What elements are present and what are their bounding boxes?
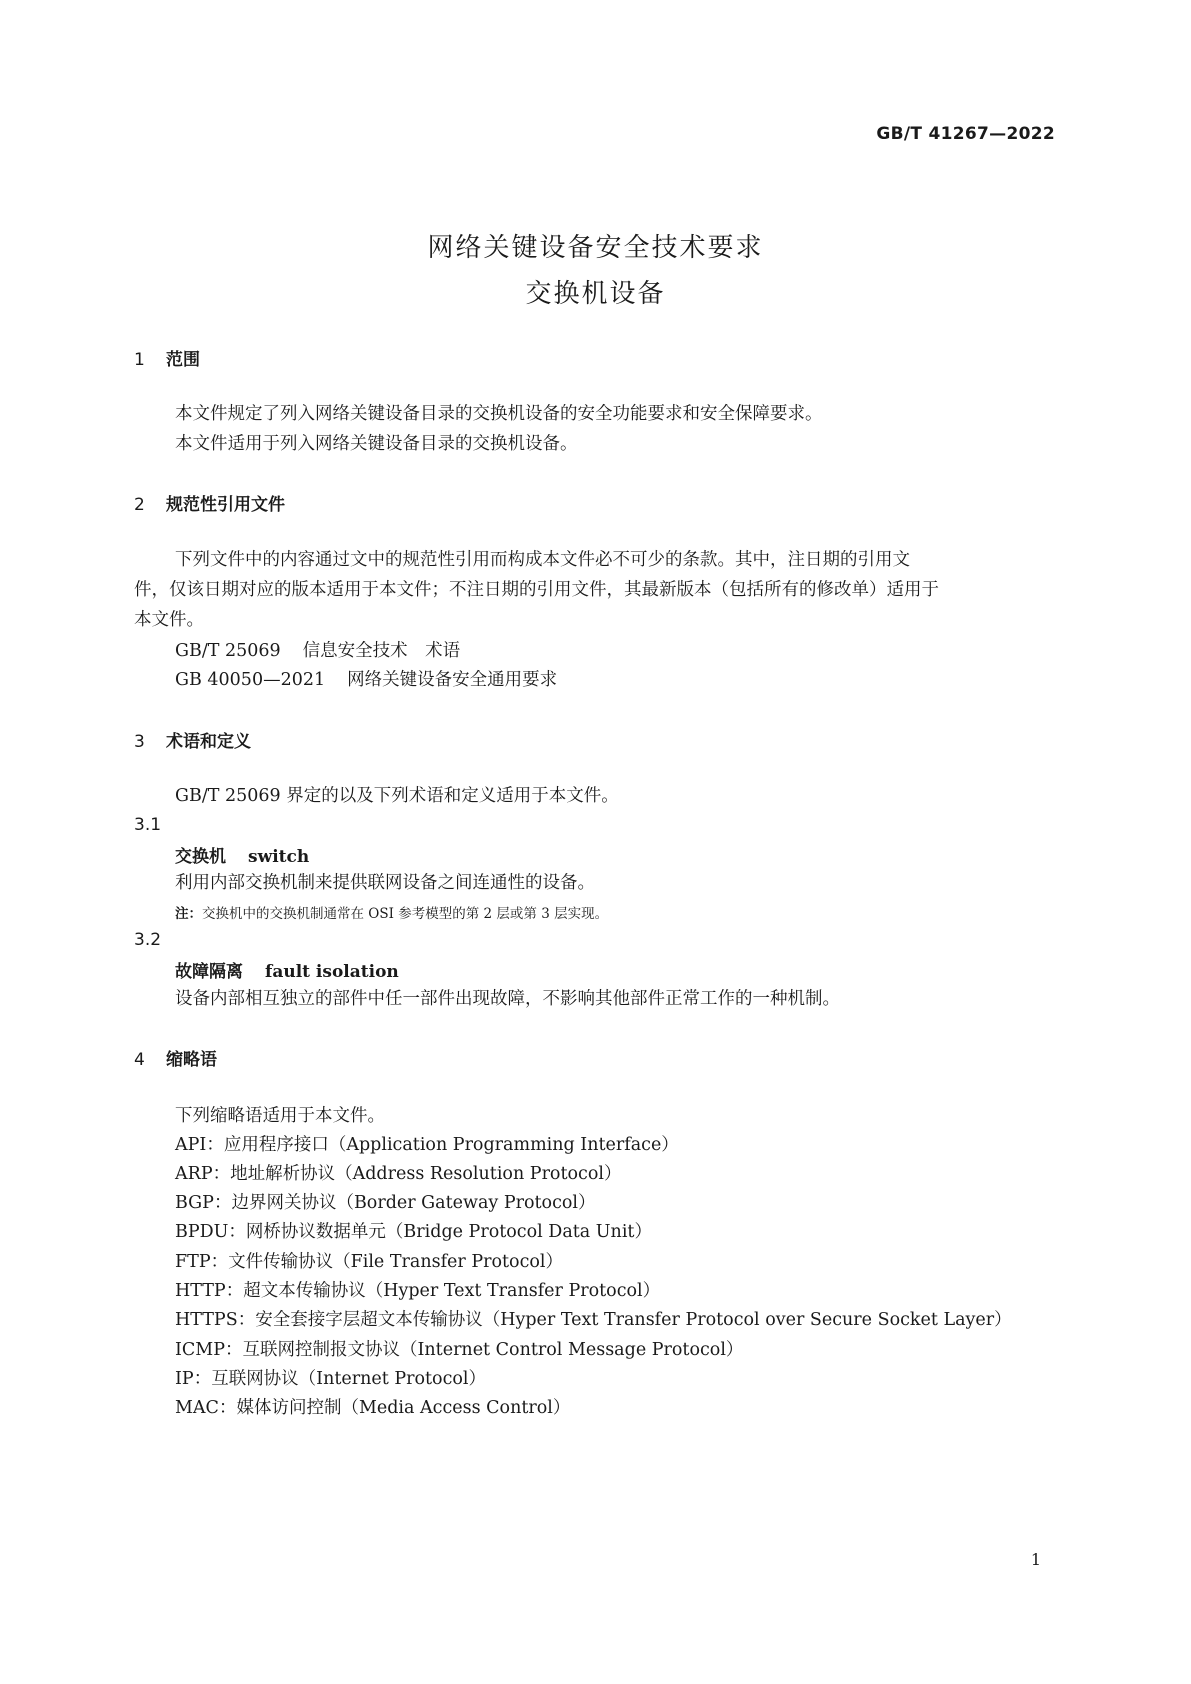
section-1-heading	[134, 345, 200, 370]
term-en: fault isolation	[265, 962, 399, 982]
abbreviation-item: FTP：文件传输协议（File Transfer Protocol）	[175, 1252, 564, 1272]
document-title: 网络关键设备安全技术要求	[427, 233, 764, 263]
section-4-heading	[134, 1045, 217, 1070]
term-definition: 利用内部交换机制来提供联网设备之间连通性的设备。	[175, 873, 595, 893]
paragraph-line: 下列文件中的内容通过文中的规范性引用而构成本文件必不可少的条款。其中，注日期的引用文	[175, 550, 910, 570]
page-number: 1	[1030, 1550, 1041, 1569]
paragraph-line: 件，仅该日期对应的版本适用于本文件；不注日期的引用文件，其最新版本（包括所有的修改单）适用于	[134, 580, 939, 600]
reference-title: 网络关键设备安全通用要求	[347, 670, 558, 690]
section-number: 1	[134, 350, 145, 370]
abbreviation-item: ARP：地址解析协议（Address Resolution Protocol）	[175, 1164, 622, 1184]
reference-title: 信息安全技术 术语	[302, 641, 461, 661]
term-heading	[175, 957, 399, 982]
document-subtitle: 交换机设备	[525, 279, 666, 309]
reference-code: GB 40050—2021	[175, 670, 326, 690]
abbreviation-item: BGP：边界网关协议（Border Gateway Protocol）	[175, 1193, 596, 1213]
section-2-heading	[134, 490, 285, 515]
paragraph-line: 本文件。	[134, 610, 204, 630]
reference-code: GB/T 25069	[175, 641, 281, 661]
note-text: 交换机中的交换机制通常在 OSI 参考模型的第 2 层或第 3 层实现。	[202, 906, 609, 922]
term-zh: 交换机	[175, 847, 226, 867]
paragraph: 下列缩略语适用于本文件。	[175, 1106, 385, 1126]
section-title: 术语和定义	[166, 732, 251, 752]
section-title: 范围	[166, 350, 200, 370]
term-number: 3.2	[134, 930, 162, 950]
term-note	[175, 902, 608, 922]
normative-reference	[175, 665, 557, 696]
term-number: 3.1	[134, 815, 162, 835]
section-number: 2	[134, 495, 145, 515]
abbreviation-item: API：应用程序接口（Application Programming Interface）	[175, 1135, 679, 1155]
term-definition: 设备内部相互独立的部件中任一部件出现故障，不影响其他部件正常工作的一种机制。	[175, 989, 840, 1009]
term-en: switch	[248, 847, 310, 867]
section-3-heading	[134, 727, 251, 752]
normative-reference	[175, 636, 460, 667]
paragraph: 本文件适用于列入网络关键设备目录的交换机设备。	[175, 434, 578, 454]
standard-code: GB/T 41267—2022	[876, 124, 1055, 144]
section-number: 4	[134, 1050, 145, 1070]
section-title: 规范性引用文件	[166, 495, 285, 515]
term-heading	[175, 842, 309, 867]
term-zh: 故障隔离	[175, 962, 243, 982]
abbreviation-item: MAC：媒体访问控制（Media Access Control）	[175, 1398, 571, 1418]
section-number: 3	[134, 732, 145, 752]
abbreviation-item: ICMP：互联网控制报文协议（Internet Control Message Protocol）	[175, 1340, 744, 1360]
abbreviation-item: IP：互联网协议（Internet Protocol）	[175, 1369, 487, 1389]
abbreviation-item: HTTP：超文本传输协议（Hyper Text Transfer Protocol）	[175, 1281, 661, 1301]
paragraph: 本文件规定了列入网络关键设备目录的交换机设备的安全功能要求和安全保障要求。	[175, 404, 823, 424]
abbreviation-item: BPDU：网桥协议数据单元（Bridge Protocol Data Unit）	[175, 1222, 652, 1242]
section-title: 缩略语	[166, 1050, 217, 1070]
abbreviation-item: HTTPS：安全套接字层超文本传输协议（Hyper Text Transfer Protocol over Secure Socket Layer）	[175, 1310, 1012, 1330]
paragraph: GB/T 25069 界定的以及下列术语和定义适用于本文件。	[175, 786, 619, 806]
note-label: 注：	[175, 906, 202, 922]
